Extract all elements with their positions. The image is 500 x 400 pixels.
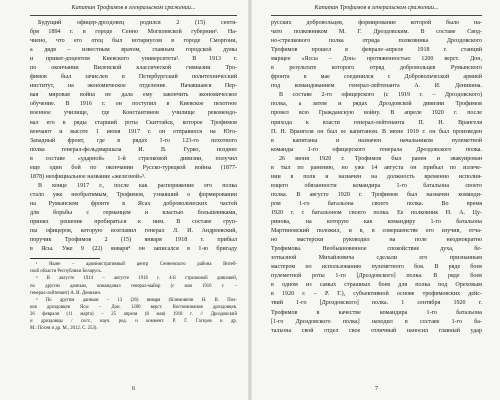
text-line: чнено, что его отец был нотариусом в городе Сморгони, <box>30 38 237 45</box>
text-line: принял решение пробираться к ним. В составе груп- <box>30 219 237 226</box>
text-line: по окончании Виленской классической гимназии Тро- <box>30 65 237 72</box>
footnote-line: и дроздовцы / сост., науч. ред. и коммент. Р. Г. Гагкуев и др. <box>30 318 237 324</box>
footnote-line: 26 февраля (11 марта) – 25 апреля (8 мая) 1918 г. // Дроздовский <box>30 311 237 317</box>
text-line: еще один бой по окончании Русско-турецкой войны (1877- <box>30 164 237 171</box>
text-line: бря 1894 г. в городе Сенно Могилевской губернии¹. На- <box>30 29 237 36</box>
text-line: в результате которого отряд добровольцев Румынского <box>271 65 482 72</box>
right-page <box>251 0 500 400</box>
footnote-line: ² В августе 1914 – августе 1916 г. 4-й стрелковой дивизией, <box>36 276 237 282</box>
footnote-line: ¹ Ныне – административный центр Сенненского района Витеб- <box>36 262 237 268</box>
text-line: в Ясы. Уже 9 (22) января⁴ он записался в 1-ю бригаду <box>30 246 237 253</box>
text-line: русских добровольцев, формирование которой было на- <box>271 20 482 26</box>
text-line: зотказной Михайловича сделали его признанным <box>271 255 482 262</box>
text-line: военное училище, где Константинов училище рекомендо- <box>30 110 237 117</box>
text-line: но мастерски руководил на поле неоднократно <box>271 237 482 244</box>
text-line: полка генерал-фельдмаршала И. В. Гурко, позднее <box>30 146 237 153</box>
text-line: твий 1-го [Дроздовского] полка. 1 сентября 1920 г. <box>271 300 482 307</box>
text-line: прихода к власти генерал-лейтенанта П. Н. Врангеля <box>271 119 482 126</box>
text-line: ющего обязанности командира 1-го батальона своего <box>271 182 482 189</box>
body-text <box>30 19 237 254</box>
text-line: Мартиновский положил, и в, в совершенстве его изучив, отча- <box>271 228 482 235</box>
text-line: институт, на экономическое отделение. Начавшаяся Пер- <box>30 83 237 90</box>
text-line: нии в полк и назначен на должность временно исполня- <box>271 173 482 180</box>
text-line: Трофимов в качестве командира 1-го батальона <box>271 309 482 316</box>
footnote-line: генерал-лейтенант) А. И. Деникин. <box>30 290 102 296</box>
text-line: вая мировая война не дала ему закончить экономическое <box>30 92 237 99</box>
text-line: ринова, на которую как командиру 1-го батальона <box>271 219 482 226</box>
text-line: тальона свой отдел свое отличный наносил главный удар <box>271 327 482 334</box>
footnote-line: М.: Посев и др. М., 2012. С. 253). <box>30 326 98 332</box>
left-page <box>0 0 249 400</box>
footnote-line: по другим данным, командовал генерал-майор (с мая 1916 г. – <box>30 283 237 289</box>
body-text <box>271 19 482 336</box>
text-line: провел всю Гражданскую войну. В апреле 1920 г. после <box>271 110 482 117</box>
text-line: но-стрелкового полка отряда полковника Дроздовского <box>271 38 482 45</box>
text-line: полка, а затем и рядах Дроздовской дивизии Трофимов <box>271 101 482 108</box>
text-line: [1-го Дроздовского полка] находил в составе 1-го ба- <box>271 318 482 325</box>
text-line: для борьбы с германцем и властью большевиками, <box>30 209 237 216</box>
text-line: фимов был зачислен в Петербургский политехнический <box>30 74 237 81</box>
footnote-rule <box>30 258 100 259</box>
page-number: 7 <box>374 384 379 392</box>
text-line: на Румынском фронте в Ясах добровольческих частей <box>30 200 237 207</box>
text-line: Трофимов прошел в феврале–апреле 1918 г. станций <box>271 47 482 54</box>
text-line: полка. В августе 1920 г. Трофимов был назначен команди- <box>271 191 482 198</box>
text-line: стало уже необратимым, Трофимов, узнавший о формировании <box>30 191 237 198</box>
text-line: поручик Трофимов 2 (15) января 1918 г. прибыл <box>30 237 237 244</box>
text-line: в одном из самых страшных боев для полка под Ореховым <box>271 282 482 289</box>
text-line: пулеметной роты 1-го [Дроздовского] полка. В ряде боев <box>271 273 482 280</box>
text-line: обучение. В 1916 г. он поступил в Киевское пехотное <box>30 101 237 108</box>
text-line: Западный фронт, где в рядах 1-го 123-го пехотного <box>30 137 237 144</box>
footnote-line: ³ По другим данным – 13 (26) января (Климовичи Н. В. Пол- <box>36 297 237 303</box>
running-head: Капитан Трофимов в геенральском сражении... <box>30 4 237 16</box>
text-line: В составе 2-го офицерского (с 1919 г. – Дроздовского) <box>279 92 482 99</box>
text-line: 26 июня 1920 г. Трофимов был ранен и эвакуирован <box>279 155 482 162</box>
text-line: П. Н. Врангеля он был ее капитаном. В июне 1919 г. он был произведен <box>271 128 482 135</box>
text-line: 1920 г. с батальоном своего полка. Ее полковник Н. А. Цу- <box>271 209 482 216</box>
text-line: в составе «ударной» 1-й стрелковой дивизии, получил <box>30 155 237 162</box>
footnote-line: ской области Республики Беларусь. <box>30 269 102 275</box>
page-number: 6 <box>131 384 136 392</box>
text-line: в 1920 г. – Р. Г.), субъективной основе трофимовских дейс- <box>271 291 482 298</box>
text-line: пы офицеров, которую возглавил генерал Л. И. Андреевский, <box>30 228 237 235</box>
footnote-line: ков дроздовцев Ясы – Дон. 1200 верст. Воспоминания дроздовцев. <box>30 304 237 310</box>
text-line: а дядя – известным врачом, главным городской думы <box>30 47 237 54</box>
text-line: под командованием генерал-лейтенанта А. И. Деникина. <box>271 83 482 90</box>
text-line: в тыл по ранению, но уже 14 августа он прибыл по излече- <box>271 164 482 171</box>
text-line: мастером по использованию пулеметного боя. В ряде боев <box>271 264 482 271</box>
text-line: фронта в мае соединился с Добровольческой армией <box>271 74 482 81</box>
text-line: и приват-доцентом Киевского университета². В 1913 г. <box>30 56 237 63</box>
text-line: В конце 1917 г., после как распоряжение его полка <box>38 182 237 189</box>
footnotes <box>30 261 237 332</box>
text-line: венчают и высоте 1 июня 1917 г. он отправился на Юго- <box>30 128 237 135</box>
text-line: 1878) неофициальное название «железной»³. <box>30 173 146 180</box>
text-line: Трофимова. Необыкновенное спокойствие духа, бе- <box>271 246 482 253</box>
text-line: вал его в ряды старший роты Скиттайск, которое Трофимов <box>30 119 237 126</box>
text-line: команды 1-го офицерского генерала Дроздовского полка. <box>271 146 482 153</box>
text-line: чато полковником М. Г. Дроздовским. В составе Свод- <box>271 29 482 36</box>
text-line: ром 1-го батальона своего полка. Во время <box>271 200 482 207</box>
text-line: марщее «Яссы – Дон» протяженностью 1200 верст. Дон, <box>271 56 482 63</box>
running-head: Капитан Трофимов в генеральском сражении... <box>271 4 482 16</box>
text-line: Будущий офицер-дроздовец родился 2 (15) сентя- <box>38 20 237 26</box>
text-line: в капитаны и назначен начальником пулеметной <box>271 137 482 144</box>
